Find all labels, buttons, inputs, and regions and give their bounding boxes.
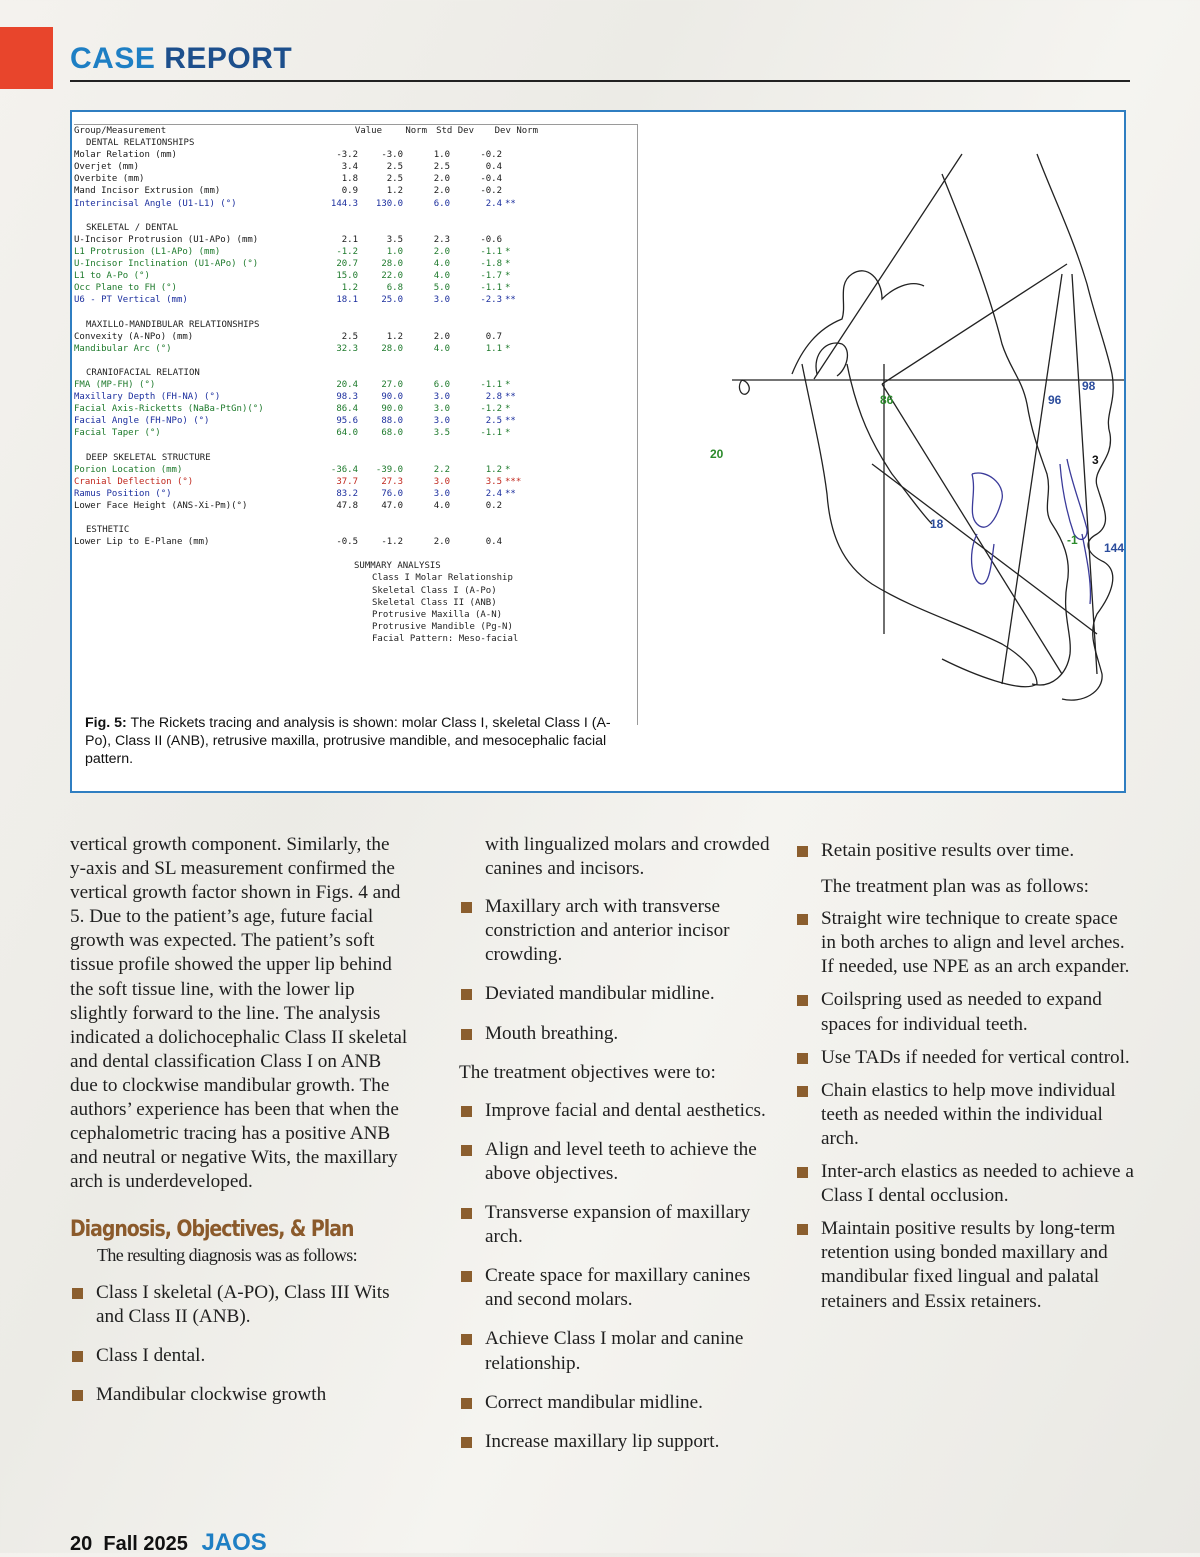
summary-item: Protrusive Maxilla (A-N) [372,609,503,620]
std-dev-cell: 3.0 [433,476,450,487]
norm-cell: 3.5 [386,234,403,245]
significance-cell: * [505,379,511,390]
measurement-cell: Facial Angle (FH-NPo) (°) [74,416,210,427]
summary-item: Skeletal Class II (ANB) [372,597,497,608]
norm-cell: 1.2 [386,331,403,342]
norm-cell: 28.0 [381,259,403,270]
std-dev-cell: 1.0 [433,150,450,161]
table-group-title: DENTAL RELATIONSHIPS [86,138,195,149]
section-title-part2: REPORT [164,42,293,75]
table-row [74,391,637,403]
table-row [74,161,637,173]
table-group-title: SKELETAL / DENTAL [86,222,179,233]
list-item [459,1430,779,1454]
dev-norm-cell: -0.4 [480,174,502,185]
dev-norm-cell: 2.8 [485,392,502,403]
dev-norm-cell: 2.4 [485,488,502,499]
value-cell: 0.9 [341,186,358,197]
list-item [459,895,779,967]
significance-cell: * [505,283,511,294]
significance-cell: ** [505,295,516,306]
std-dev-cell: 3.0 [433,404,450,415]
norm-cell: 25.0 [381,295,403,306]
journal-name: JAOS [201,1529,267,1556]
value-cell: -1.2 [336,246,358,257]
list-item [459,1099,779,1123]
diagnosis-intro: The resulting diagnosis was as follows: [97,1244,358,1265]
measurement-cell: Porion Location (mm) [74,464,183,475]
diagnosis-list-continued [459,895,779,1045]
bullet-square [461,1398,472,1409]
section-title-part1: CASE [70,42,156,75]
value-cell: 15.0 [336,271,358,282]
measurement-cell: U-Incisor Inclination (U1-APo) (°) [74,259,259,270]
bullet-square [797,1224,808,1235]
column-3 [795,839,1135,1323]
list-item-text: Maintain positive results by long-term retention using bonded maxillary and mandibular fixed lingual and palatal retainers and Essix retainers. [821,1218,1116,1312]
table-group-title: DEEP SKELETAL STRUCTURE [86,452,211,463]
table-gap [74,355,637,367]
table-row [74,198,637,210]
norm-cell: -3.0 [381,150,403,161]
list-item-text: Maxillary arch with transverse constriction and anterior incisor crowding. [485,896,730,966]
std-dev-cell: 3.0 [433,416,450,427]
value-cell: 18.1 [336,295,358,306]
mandible-outline [802,364,1037,687]
bullet-square [461,1437,472,1448]
dev-norm-cell: 2.4 [485,198,502,209]
table-row [74,149,637,161]
value-cell: 32.3 [336,343,358,354]
value-cell: 2.1 [341,234,358,245]
section-title [70,42,292,76]
bullet-square [797,1086,808,1097]
bullet-square [797,914,808,925]
list-item-text: Mandibular clockwise growth [96,1383,327,1405]
facial-bone-profile [942,174,1070,685]
norm-cell: 27.0 [381,379,403,390]
figure-caption [85,714,625,768]
list-item-text: Straight wire technique to create space in both arches to align and level arches. If needed, use NPE as an arch expander. [821,908,1130,978]
list-item [70,1383,410,1407]
bullet-square [797,995,808,1006]
measurement-cell: Maxillary Depth (FH-NA) (°) [74,392,221,403]
value-cell: 1.2 [341,283,358,294]
std-dev-cell: 2.5 [433,162,450,173]
measurement-cell: Lower Lip to E-Plane (mm) [74,537,210,548]
measurement-cell: Cranial Deflection (°) [74,476,194,487]
incisor-tooth [1060,459,1090,604]
table-groups [74,137,637,548]
std-dev-cell: 3.0 [433,392,450,403]
diagnosis-list [70,1281,410,1407]
dev-norm-cell: 2.5 [485,416,502,427]
column-2 [459,833,779,1469]
significance-cell: * [505,464,511,475]
norm-cell: 68.0 [381,428,403,439]
table-row [74,258,637,270]
std-dev-cell: 3.0 [433,295,450,306]
col-header-measurement: Group/Measurement [74,126,167,136]
list-item [459,1327,779,1375]
objectives-intro: The treatment objectives were to: [459,1061,716,1083]
dev-norm-cell: 0.4 [485,162,502,173]
std-dev-cell: 2.0 [433,186,450,197]
value-cell: -36.4 [330,464,358,475]
significance-cell: ** [505,198,516,209]
cranial-base-line [814,154,962,379]
list-item [459,1264,779,1312]
dev-norm-cell: -1.7 [480,271,502,282]
bullet-square [461,1208,472,1219]
dev-norm-cell: -0.2 [480,150,502,161]
significance-cell: * [505,404,511,415]
table-row [74,403,637,415]
tracing-label-98: 98 [1082,379,1096,393]
figure-caption-label: Fig. 5: [85,715,127,731]
table-group-title: CRANIOFACIAL RELATION [86,367,200,378]
list-item-text: Chain elastics to help move individual teeth as needed within the individual arch. [821,1079,1116,1149]
list-item [795,1217,1135,1313]
bullet-square [72,1351,83,1362]
value-cell: -3.2 [336,150,358,161]
table-row [74,379,637,391]
measurement-cell: Mandibular Arc (°) [74,343,172,354]
list-item-text: Align and level teeth to achieve the above objectives. [485,1138,757,1184]
table-gap [74,439,637,451]
list-item-text: Retain positive results over time. [821,840,1075,861]
table-row [74,536,637,548]
std-dev-cell: 3.0 [433,488,450,499]
summary-item: Skeletal Class I (A-Po) [372,585,497,596]
bullet-square [72,1390,83,1401]
list-item-text: Correct mandibular midline. [485,1391,703,1413]
dev-norm-cell: 0.2 [485,500,502,511]
table-row [74,415,637,427]
bullet-square [461,1334,472,1345]
value-cell: 20.7 [336,259,358,270]
dev-norm-cell: -1.1 [480,283,502,294]
measurement-cell: Lower Face Height (ANS-Xi-Pm)(°) [74,500,248,511]
table-row [74,488,637,500]
list-item-text: Achieve Class I molar and canine relationship. [485,1328,744,1374]
list-item-text: Create space for maxillary canines and second molars. [485,1265,751,1311]
significance-cell: ** [505,416,516,427]
measurement-cell: Interincisal Angle (U1-L1) (°) [74,198,237,209]
facial-plane [1072,274,1097,674]
list-item [459,1022,779,1046]
table-row [74,331,637,343]
measurement-cell: Occ Plane to FH (°) [74,283,177,294]
norm-cell: 76.0 [381,488,403,499]
norm-cell: 2.5 [386,174,403,185]
tracing-label-3: 3 [1092,453,1099,467]
figure-caption-text: The Rickets tracing and analysis is shown: molar Class I, skeletal Class I (A-Po), Class II (ANB), retrusive maxilla, protrusive mandible, and mesocephalic facial pattern. [85,715,611,767]
value-cell: -0.5 [336,537,358,548]
table-row [74,343,637,355]
list-item [459,1138,779,1186]
tracing-label-144: 144 [1104,541,1124,555]
list-item [795,1079,1135,1151]
table-header-row [74,125,637,137]
table-row [74,464,637,476]
value-cell: 64.0 [336,428,358,439]
list-item-text: Use TADs if needed for vertical control. [821,1046,1130,1068]
value-cell: 2.5 [341,331,358,342]
significance-cell: ** [505,392,516,403]
significance-cell: ** [505,488,516,499]
significance-cell: * [505,246,511,257]
measurement-cell: Ramus Position (°) [74,488,172,499]
table-gap [74,512,637,524]
dev-norm-cell: 3.5 [485,476,502,487]
bullet-square [797,1167,808,1178]
measurement-cell: U6 - PT Vertical (mm) [74,295,188,306]
table-row [74,476,637,488]
value-cell: 95.6 [336,416,358,427]
list-item-text: Class I skeletal (A-PO), Class III Wits and Class II (ANB). [96,1281,390,1327]
table-row [74,246,637,258]
table-gap [74,210,637,222]
page-number: 20 [70,1533,93,1555]
list-item-text: Increase maxillary lip support. [485,1430,720,1452]
tracing-label-minus-1: -1 [1067,533,1078,547]
tracing-label-86: 86 [880,393,894,407]
value-cell: 86.4 [336,404,358,415]
column-1 [70,833,410,1422]
norm-cell: -39.0 [375,464,403,475]
rickets-analysis-table [74,124,638,725]
list-item-text: Coilspring used as needed to expand spaces for individual teeth. [821,989,1102,1035]
table-row [74,173,637,185]
measurement-cell: Facial Taper (°) [74,428,161,439]
list-item-text: Deviated mandibular midline. [485,983,715,1005]
value-cell: 83.2 [336,488,358,499]
std-dev-cell: 2.2 [433,464,450,475]
bullet-square [461,902,472,913]
measurement-cell: U-Incisor Protrusion (U1-APo) (mm) [74,234,259,245]
dev-norm-cell: 0.4 [485,537,502,548]
significance-cell: *** [505,476,522,487]
norm-cell: 2.5 [386,162,403,173]
dev-norm-cell: -0.2 [480,186,502,197]
table-row [74,185,637,197]
col-header-std-dev: Std Dev [436,126,474,136]
list-item [795,839,1135,863]
norm-cell: -1.2 [381,537,403,548]
col-header-value: Value [354,126,382,136]
tracing-label-18: 18 [930,517,944,531]
header-rule [70,80,1130,82]
value-cell: 1.8 [341,174,358,185]
cephalometric-tracing [642,114,1124,734]
summary-item: Protrusive Mandible (Pg-N) [372,621,513,632]
tracing-label-20: 20 [710,447,724,461]
measurement-cell: Mand Incisor Extrusion (mm) [74,186,221,197]
list-item [459,1391,779,1415]
significance-cell: * [505,271,511,282]
continued-bullet-text: with lingualized molars and crowded canines and incisors. [485,834,770,880]
norm-cell: 22.0 [381,271,403,282]
n-pog-line [1002,274,1062,684]
norm-cell: 6.8 [386,283,403,294]
list-item-text: Inter-arch elastics as needed to achieve a Class I dental occlusion. [821,1161,1134,1207]
summary-item: Class I Molar Relationship [372,573,513,584]
measurement-cell: Overjet (mm) [74,162,140,173]
value-cell: 20.4 [336,379,358,390]
std-dev-cell: 2.0 [433,246,450,257]
section-tab [0,27,53,89]
list-item-text: Improve facial and dental aesthetics. [485,1099,766,1121]
norm-cell: 28.0 [381,343,403,354]
std-dev-cell: 4.0 [433,271,450,282]
summary-item: Facial Pattern: Meso-facial [372,633,519,644]
dev-norm-cell: -1.1 [480,379,502,390]
significance-cell: * [505,428,511,439]
std-dev-cell: 5.0 [433,283,450,294]
value-cell: 3.4 [341,162,358,173]
list-item-text: Class I dental. [96,1344,206,1366]
table-row [74,234,637,246]
norm-cell: 47.0 [381,500,403,511]
col-header-dev-norm: Dev Norm [494,126,538,136]
bullet-square [797,846,808,857]
table-row [74,427,637,439]
significance-cell: * [505,259,511,270]
bullet-square [461,1271,472,1282]
measurement-cell: Convexity (A-NPo) (mm) [74,331,194,342]
std-dev-cell: 6.0 [433,198,450,209]
bullet-square [461,1029,472,1040]
col-header-norm: Norm [405,126,427,136]
list-item-text: Transverse expansion of maxillary arch. [485,1202,751,1248]
skull-outline [792,271,924,376]
measurement-cell: L1 to A-Po (°) [74,271,150,282]
std-dev-cell: 3.5 [433,428,450,439]
dev-norm-cell: -1.2 [480,404,502,415]
norm-cell: 1.2 [386,186,403,197]
porion-mark [739,380,749,394]
std-dev-cell: 4.0 [433,259,450,270]
table-row [74,282,637,294]
bullet-square [461,989,472,1000]
dev-norm-cell: -1.1 [480,246,502,257]
dev-norm-cell: -2.3 [480,295,502,306]
molar-tooth [972,473,1003,584]
dev-norm-cell: 1.1 [485,343,502,354]
list-item [795,907,1135,979]
table-group-title: ESTHETIC [86,525,130,536]
dev-norm-cell: -1.8 [480,259,502,270]
bullet-square [461,1145,472,1156]
significance-cell: * [505,343,511,354]
list-item [70,1344,410,1368]
section-heading: Diagnosis, Objectives, & Plan [70,1217,354,1243]
list-item [795,988,1135,1036]
issue-label: Fall 2025 [103,1533,188,1555]
body-paragraph: vertical growth component. Similarly, the y-axis and SL measurement confirmed the vertical growth factor shown in Figs. 4 and 5. Due to the patient’s age, future facial growth was expected. The patient’s soft tissue profile showed the upper lip behind the soft tissue line, with the lower lip slightly forward to the line. The analysis indicated a dolichocephalic Class II skeletal and dental classification Class I on ANB due to clockwise mandibular growth. The authors’ experience has been that when the cephalometric tracing has a positive ANB and neutral or negative Wits, the maxillary arch is underdeveloped. [70,834,408,1193]
list-item-text: Mouth breathing. [485,1022,619,1044]
norm-cell: 1.0 [386,246,403,257]
std-dev-cell: 6.0 [433,379,450,390]
norm-cell: 88.0 [381,416,403,427]
dev-norm-cell: -0.6 [480,234,502,245]
list-item [459,982,779,1006]
table-group-title: MAXILLO-MANDIBULAR RELATIONSHIPS [86,319,260,330]
norm-cell: 90.0 [381,404,403,415]
list-item [70,1281,410,1329]
y-axis-line [882,264,1067,384]
bullet-square [797,1053,808,1064]
measurement-cell: FMA (MP-FH) (°) [74,379,156,390]
measurement-cell: L1 Protrusion (L1-APo) (mm) [74,246,221,257]
measurement-cell: Facial Axis-Ricketts (NaBa-PtGn)(°) [74,404,264,415]
summary-list [74,572,637,645]
std-dev-cell: 2.3 [433,234,450,245]
dev-norm-cell: 0.7 [485,331,502,342]
summary-title: SUMMARY ANALYSIS [354,561,441,572]
norm-cell: 27.3 [381,476,403,487]
plan-list [795,907,1135,1313]
list-item [795,1160,1135,1208]
tracing-label-96: 96 [1048,393,1062,407]
value-cell: 98.3 [336,392,358,403]
table-row [74,270,637,282]
value-cell: 144.3 [330,198,358,209]
std-dev-cell: 2.0 [433,331,450,342]
table-row [74,294,637,306]
measurement-cell: Molar Relation (mm) [74,150,177,161]
list-item [795,1046,1135,1070]
bullet-square [461,1106,472,1117]
measurement-cell: Overbite (mm) [74,174,145,185]
objectives-list [459,1099,779,1454]
std-dev-cell: 2.0 [433,174,450,185]
value-cell: 47.8 [336,500,358,511]
norm-cell: 130.0 [375,198,403,209]
std-dev-cell: 4.0 [433,343,450,354]
table-row [74,500,637,512]
dev-norm-cell: -1.1 [480,428,502,439]
bullet-square [72,1288,83,1299]
dev-norm-cell: 1.2 [485,464,502,475]
norm-cell: 90.0 [381,392,403,403]
list-item [459,1201,779,1249]
std-dev-cell: 2.0 [433,537,450,548]
figure-5 [70,110,1126,793]
value-cell: 37.7 [336,476,358,487]
table-gap [74,306,637,318]
std-dev-cell: 4.0 [433,500,450,511]
plan-intro: The treatment plan was as follows: [821,876,1090,898]
